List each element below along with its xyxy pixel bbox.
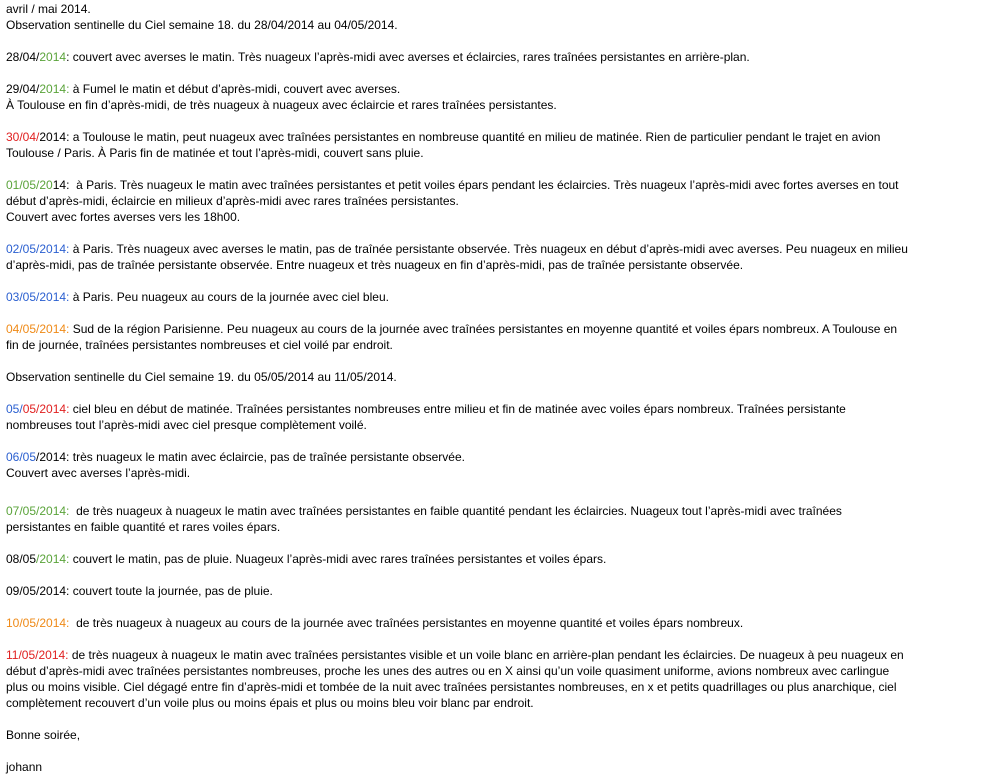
- entry-2804: 28/04/2014: couvert avec averses le matin. Très nuageux l’après-midi avec averses et éclaircies, rares traînées persistantes en arrière-plan.: [6, 50, 750, 64]
- entry-0605: [6, 449, 981, 465]
- entry-text: très nuageux le matin avec éclaircie, pas de traînée persistante observée.: [72, 450, 465, 464]
- entry-0105-line2: début d’après-midi, éclaircie en milieux d’après-midi avec rares traînées persistantes.: [6, 194, 459, 208]
- entry-3004-line2: Toulouse / Paris. À Paris fin de matinée et tout l’après-midi, couvert sans pluie.: [6, 146, 424, 160]
- entry-0505-line2: nombreuses tout l’après-midi avec ciel presque complètement voilé.: [6, 418, 367, 432]
- closing-greeting: Bonne soirée,: [6, 728, 81, 742]
- entry-date: 09/05/2014:: [6, 584, 70, 598]
- entry-date-year: /2014:: [36, 450, 70, 464]
- entry-1105-line2: début d’après-midi avec traînées persistantes nombreuses, proche les unes des autres ou en X ainsi qu’un voile quasiment uniforme, avions nombreux avec carlingue: [6, 664, 890, 678]
- entry-text: Sud de la région Parisienne. Peu nuageux au cours de la journée avec traînées persistantes en moyenne quantité et voiles épars nombreux. A Toulouse en: [72, 322, 898, 336]
- entry-date: 11/05/2014:: [6, 648, 69, 662]
- entry-text: à Paris. Très nuageux le matin avec traînées persistantes et petit voiles épars pendant les éclaircies. Très nuageux l’après-midi avec fortes averses en tout: [76, 178, 899, 192]
- entry-0305: [6, 289, 981, 305]
- entry-text: ciel bleu en début de matinée. Traînées persistantes nombreuses entre milieu et fin de matinée avec voiles épars nombreux. Traînées persistante: [72, 402, 846, 416]
- entry-date: 05/: [6, 402, 23, 416]
- entry-0405-line2: fin de journée, traînées persistantes nombreuses et ciel voilé par endroit.: [6, 338, 393, 352]
- entry-date: 08/05: [6, 552, 37, 566]
- entry-date: 10/05/2014:: [6, 616, 70, 630]
- entry-date-year: /2014:: [36, 552, 70, 566]
- period-heading: avril / mai 2014.: [6, 2, 91, 16]
- entry-text: à Paris. Peu nuageux au cours de la journée avec ciel bleu.: [72, 290, 389, 304]
- signature: johann: [6, 760, 43, 774]
- entry-text: a Toulouse le matin, peut nuageux avec traînées persistantes en nombreuse quantité en milieu de matinée. Rien de particulier pendant le trajet en avion: [72, 130, 881, 144]
- entry-date-year: 2014: [39, 50, 67, 64]
- entry-date-year: 14:: [52, 178, 70, 192]
- week-18-heading: Observation sentinelle du Ciel semaine 18. du 28/04/2014 au 04/05/2014.: [6, 18, 398, 32]
- entry-0205: [6, 241, 981, 257]
- entry-text: de très nuageux à nuageux le matin avec traînées persistantes visible et un voile blanc en arrière-plan pendant les éclaircies. De nuageux à peu nuageux en: [71, 648, 904, 662]
- entry-text: de très nuageux à nuageux le matin avec traînées persistantes en faible quantité pendant les éclaircies. Nuageux tout l’après-midi avec traînées: [76, 504, 842, 518]
- entry-date: 06/05: [6, 450, 37, 464]
- entry-2904-line2: À Toulouse en fin d’après-midi, de très nuageux à nuageux avec éclaircie et rares traînées persistantes.: [6, 98, 557, 112]
- entry-date: 02/05/2014:: [6, 242, 70, 256]
- entry-1005: [6, 615, 981, 631]
- entry-date: 07/05/2014:: [6, 504, 70, 518]
- entry-1105-line3: plus ou moins visible. Ciel dégagé entre fin d’après-midi et tombée de la nuit avec traînées persistantes nombreuses, en x et petits quadrillages ou plus anarchique, ciel: [6, 680, 897, 694]
- entry-date-year: 2014:: [39, 82, 70, 96]
- entry-date: 03/05/2014:: [6, 290, 70, 304]
- entry-date: 01/05/20: [6, 178, 53, 192]
- entry-date: 30/04/: [6, 130, 40, 144]
- entry-0905: [6, 583, 981, 599]
- entry-0605-line2: Couvert avec averses l’après-midi.: [6, 466, 191, 480]
- entry-0105-line3: Couvert avec fortes averses vers les 18h00.: [6, 210, 241, 224]
- entry-text: de très nuageux à nuageux au cours de la journée avec traînées persistantes en moyenne quantité et voiles épars nombreux.: [76, 616, 744, 630]
- entry-1105: [6, 647, 981, 663]
- entry-0405: [6, 321, 981, 337]
- entry-date: 04/05/2014:: [6, 322, 70, 336]
- entry-3004: [6, 129, 981, 145]
- entry-0705-line2: persistantes en faible quantité et rares voiles épars.: [6, 520, 281, 534]
- entry-1105-line4: complètement recouvert d’un voile plus ou moins épais et plus ou moins bleu voir blanc par endroit.: [6, 696, 534, 710]
- entry-0705: [6, 503, 981, 519]
- entry-text: à Paris. Très nuageux avec averses le matin, pas de traînée persistante observée. Très nuageux en début d’après-midi avec averses. Peu nuageux en milieu: [72, 242, 908, 256]
- entry-text: couvert avec averses le matin. Très nuageux l’après-midi avec averses et éclaircies, rares traînées persistantes en arrière-plan.: [72, 50, 750, 64]
- entry-date-year: 2014:: [39, 130, 73, 144]
- entry-2904: [6, 81, 981, 97]
- week-19-heading: Observation sentinelle du Ciel semaine 19. du 05/05/2014 au 11/05/2014.: [6, 370, 397, 384]
- entry-0205-line2: d’après-midi, pas de traînée persistante observée. Entre nuageux et très nuageux en fin d’après-midi, pas de traînée persistante observée.: [6, 258, 744, 272]
- entry-date: 29/04/: [6, 82, 40, 96]
- entry-text: à Fumel le matin et début d’après-midi, couvert avec averses.: [72, 82, 401, 96]
- entry-date: 28/04/: [6, 50, 40, 64]
- entry-text: couvert toute la journée, pas de pluie.: [72, 584, 273, 598]
- entry-text: couvert le matin, pas de pluie. Nuageux l’après-midi avec rares traînées persistantes et voiles épars.: [72, 552, 607, 566]
- entry-date-year: 05/2014:: [22, 402, 70, 416]
- entry-0805: [6, 551, 981, 567]
- entry-0105: [6, 177, 981, 193]
- entry-0505: [6, 401, 981, 417]
